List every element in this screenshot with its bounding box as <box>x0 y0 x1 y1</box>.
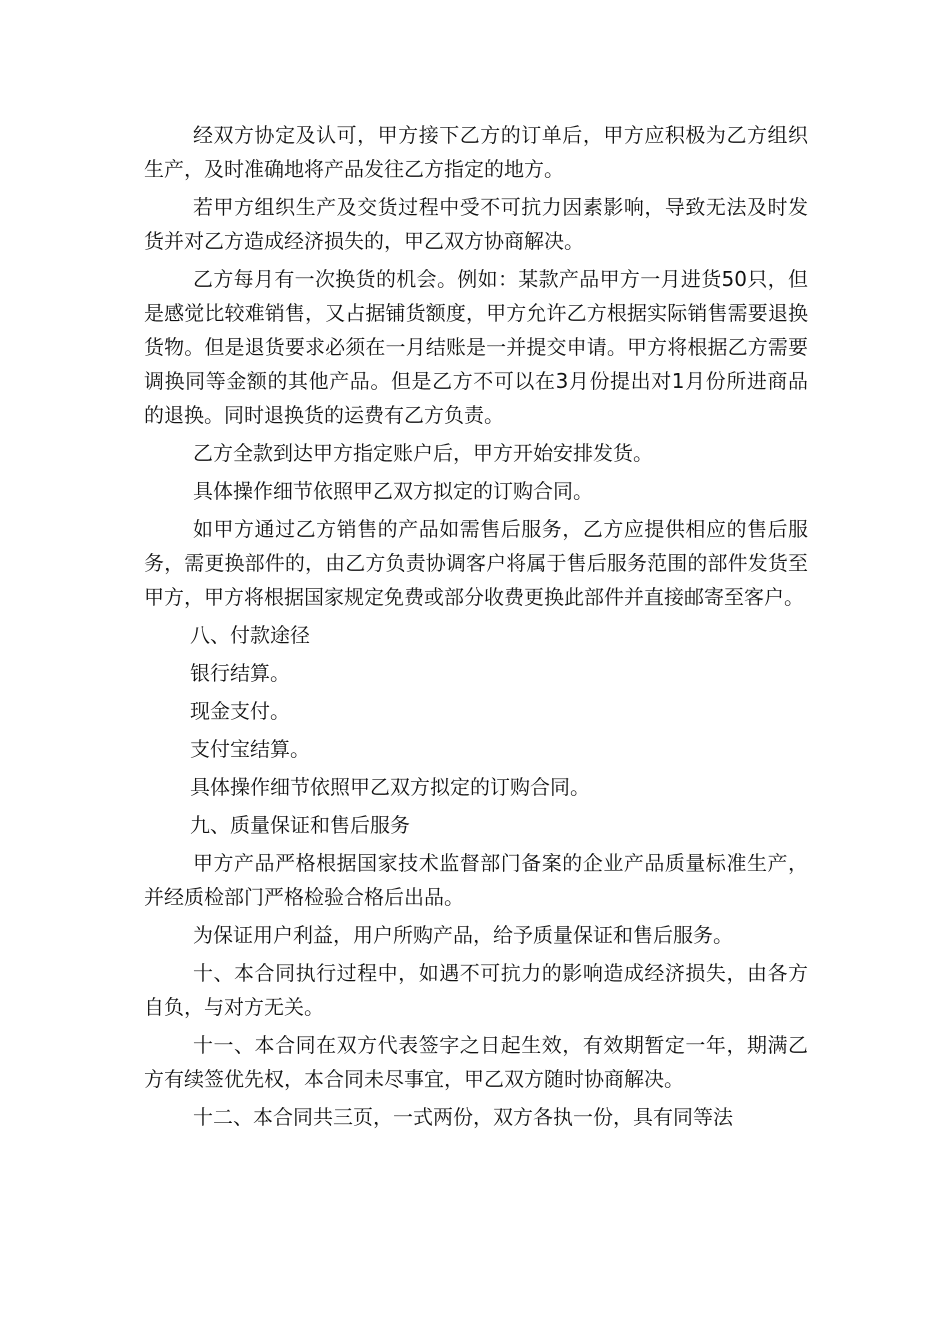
paragraph-after-sales-service: 如甲方通过乙方销售的产品如需售后服务，乙方应提供相应的售后服务，需更换部件的，由乙方负责协调客户将属于售后服务范围的部件发货至甲方，甲方将根据国家规定免费或部分收费更换此部件并直接邮寄至客户。 <box>144 517 808 609</box>
paragraph-payment-shipping: 乙方全款到达甲方指定账户后，甲方开始安排发货。 <box>193 441 653 465</box>
paragraph-force-majeure-delivery: 若甲方组织生产及交货过程中受不可抗力因素影响，导致无法及时发货并对乙方造成经济损失的，甲乙双方协商解决。 <box>144 195 808 253</box>
paragraph-payment-contract-reference: 具体操作细节依照甲乙双方拟定的订购合同。 <box>190 775 590 799</box>
clause-ten-force-majeure: 十、本合同执行过程中，如遇不可抗力的影响造成经济损失，由各方自负，与对方无关。 <box>144 961 808 1019</box>
payment-method-cash: 现金支付。 <box>190 699 290 723</box>
paragraph-order-contract-reference: 具体操作细节依照甲乙双方拟定的订购合同。 <box>193 479 593 503</box>
clause-eleven-effective-date: 十一、本合同在双方代表签字之日起生效，有效期暂定一年，期满乙方有续签优先权，本合同未尽事宜，甲乙双方随时协商解决。 <box>144 1033 808 1091</box>
section-heading-quality-guarantee: 九、质量保证和售后服务 <box>190 813 410 837</box>
document-body <box>144 118 808 1138</box>
paragraph-quality-standard: 甲方产品严格根据国家技术监督部门备案的企业产品质量标准生产，并经质检部门严格检验合格后出品。 <box>144 851 808 909</box>
paragraph-order-production: 经双方协定及认可，甲方接下乙方的订单后，甲方应积极为乙方组织生产，及时准确地将产品发往乙方指定的地方。 <box>144 123 808 181</box>
payment-method-alipay: 支付宝结算。 <box>190 737 310 761</box>
payment-method-bank: 银行结算。 <box>190 661 290 685</box>
section-heading-payment-methods: 八、付款途径 <box>190 623 310 647</box>
clause-twelve-copies: 十二、本合同共三页，一式两份，双方各执一份，具有同等法 <box>193 1105 733 1129</box>
paragraph-exchange-policy: 乙方每月有一次换货的机会。例如：某款产品甲方一月进货50只，但是感觉比较难销售，又占据铺货额度，甲方允许乙方根据实际销售需要退换货物。但是退货要求必须在一月结账是一并提交申请。甲方将根据乙方需要调换同等金额的其他产品。但是乙方不可以在3月份提出对1月份所进商品的退换。同时退换货的运费有乙方负责。 <box>144 267 808 427</box>
paragraph-user-benefit: 为保证用户利益，用户所购产品，给予质量保证和售后服务。 <box>193 923 733 947</box>
